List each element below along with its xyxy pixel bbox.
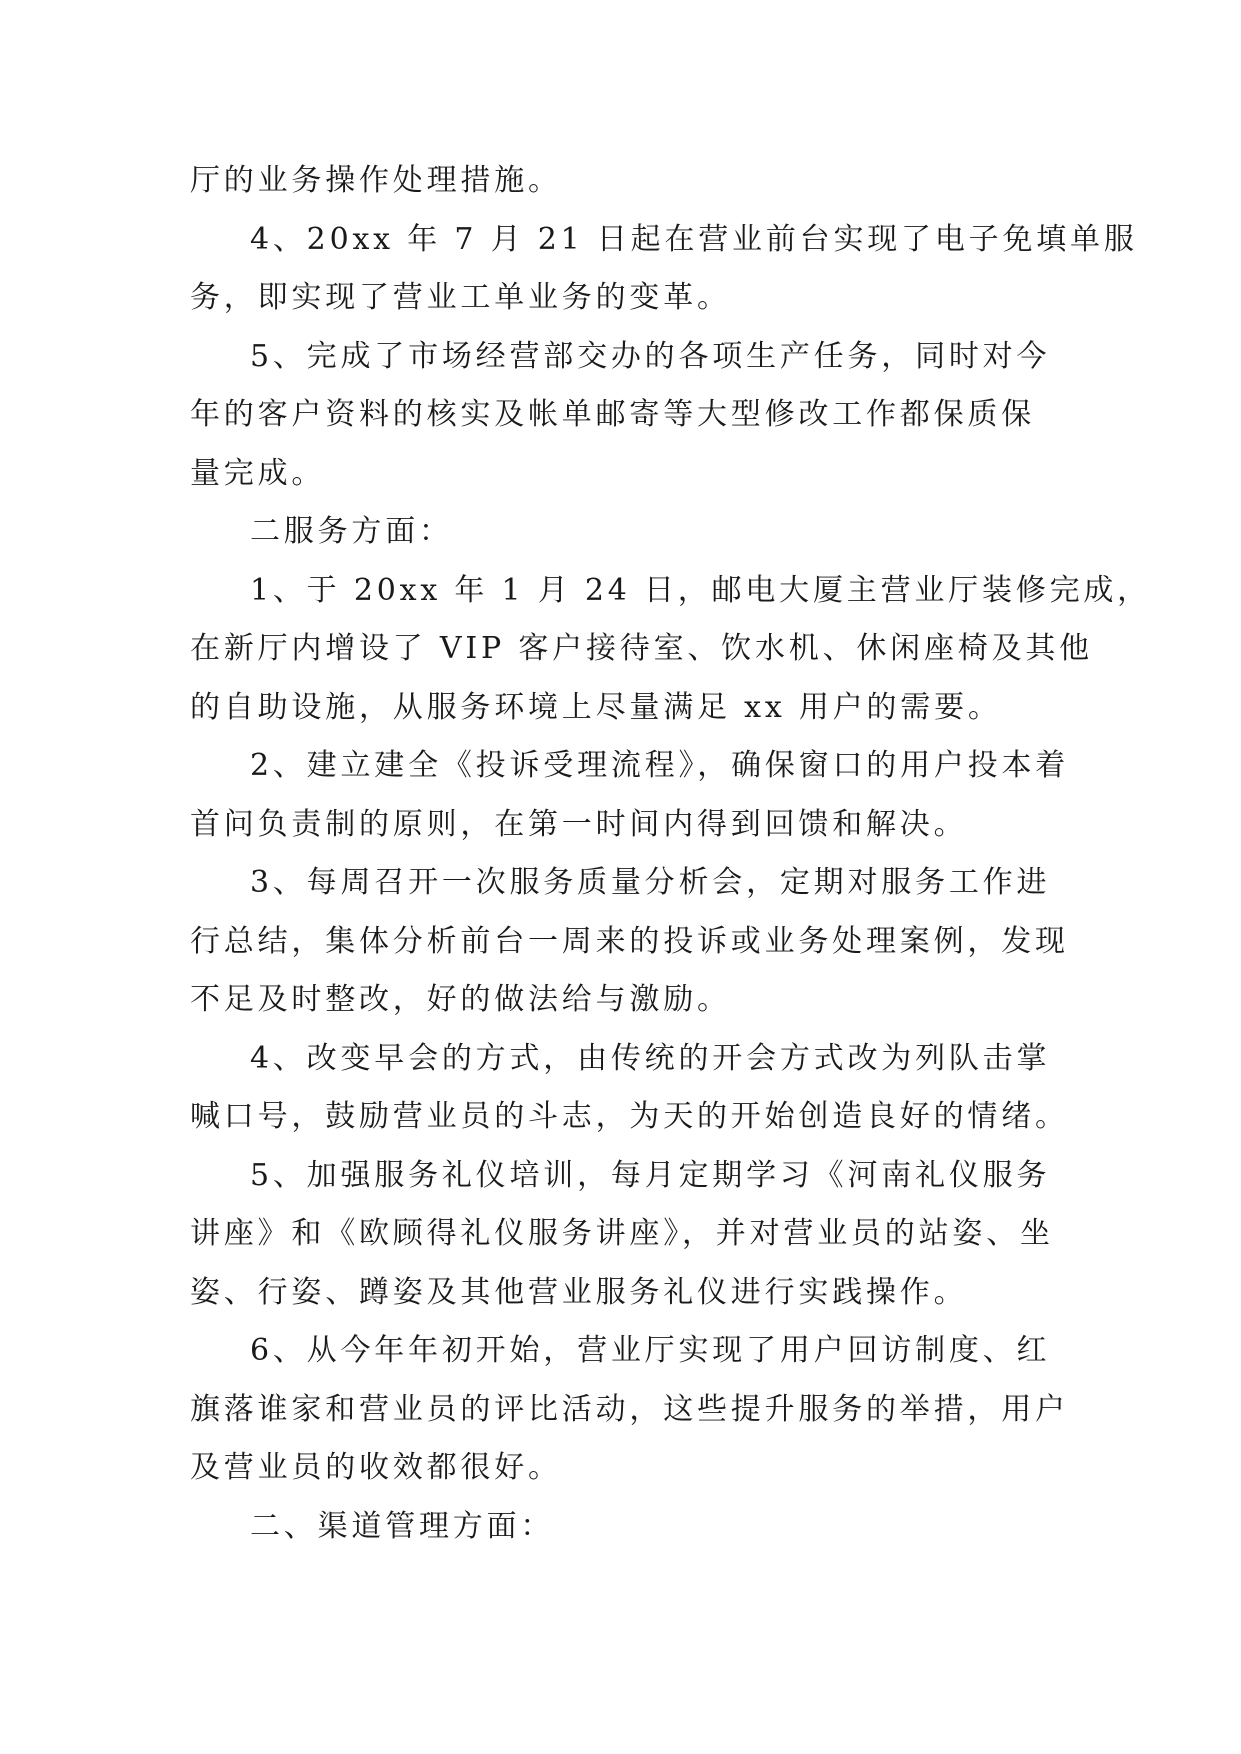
text-line: 4、改变早会的方式，由传统的开会方式改为列队击掌 bbox=[250, 1040, 1051, 1076]
text-line: 5、加强服务礼仪培训，每月定期学习《河南礼仪服务 bbox=[250, 1157, 1051, 1193]
text-line: 不足及时整改，好的做法给与激励。 bbox=[190, 982, 731, 1017]
text-line: 5、完成了市场经营部交办的各项生产任务，同时对今 bbox=[250, 338, 1051, 374]
text-line: 在新厅内增设了 VIP 客户接待室、饮水机、休闲座椅及其他 bbox=[190, 631, 1093, 666]
text-line: 讲座》和《欧顾得礼仪服务讲座》，并对营业员的站姿、坐 bbox=[190, 1216, 1054, 1251]
text-line: 喊口号，鼓励营业员的斗志，为天的开始创造良好的情绪。 bbox=[190, 1099, 1069, 1134]
document-body bbox=[190, 152, 1151, 1556]
text-line: 首问负责制的原则，在第一时间内得到回馈和解决。 bbox=[190, 806, 968, 842]
text-line: 的自助设施，从服务环境上尽量满足 xx 用户的需要。 bbox=[190, 689, 1002, 725]
text-line: 1、于 20xx 年 1 月 24 日，邮电大厦主营业厅装修完成， bbox=[250, 572, 1151, 608]
section-heading: 二、渠道管理方面： bbox=[250, 1508, 555, 1544]
section-heading: 二服务方面： bbox=[250, 514, 453, 549]
text-line: 行总结，集体分析前台一周来的投诉或业务处理案例，发现 bbox=[190, 923, 1069, 959]
text-line: 6、从今年年初开始，营业厅实现了用户回访制度、红 bbox=[250, 1333, 1051, 1368]
text-line: 量完成。 bbox=[190, 455, 326, 491]
text-line: 姿、行姿、蹲姿及其他营业服务礼仪进行实践操作。 bbox=[190, 1274, 968, 1310]
text-line: 旗落谁家和营业员的评比活动，这些提升服务的举措，用户 bbox=[190, 1391, 1069, 1427]
text-line: 及营业员的收效都很好。 bbox=[190, 1450, 562, 1485]
text-line: 3、每周召开一次服务质量分析会，定期对服务工作进 bbox=[250, 865, 1051, 900]
text-line: 2、建立建全《投诉受理流程》，确保窗口的用户投本着 bbox=[250, 748, 1070, 783]
text-line: 4、20xx 年 7 月 21 日起在营业前台实现了电子免填单服 bbox=[250, 221, 1138, 257]
text-line: 年的客户资料的核实及帐单邮寄等大型修改工作都保质保 bbox=[190, 397, 1035, 432]
text-line: 厅的业务操作处理措施。 bbox=[190, 163, 562, 198]
text-line: 务，即实现了营业工单业务的变革。 bbox=[190, 280, 731, 315]
